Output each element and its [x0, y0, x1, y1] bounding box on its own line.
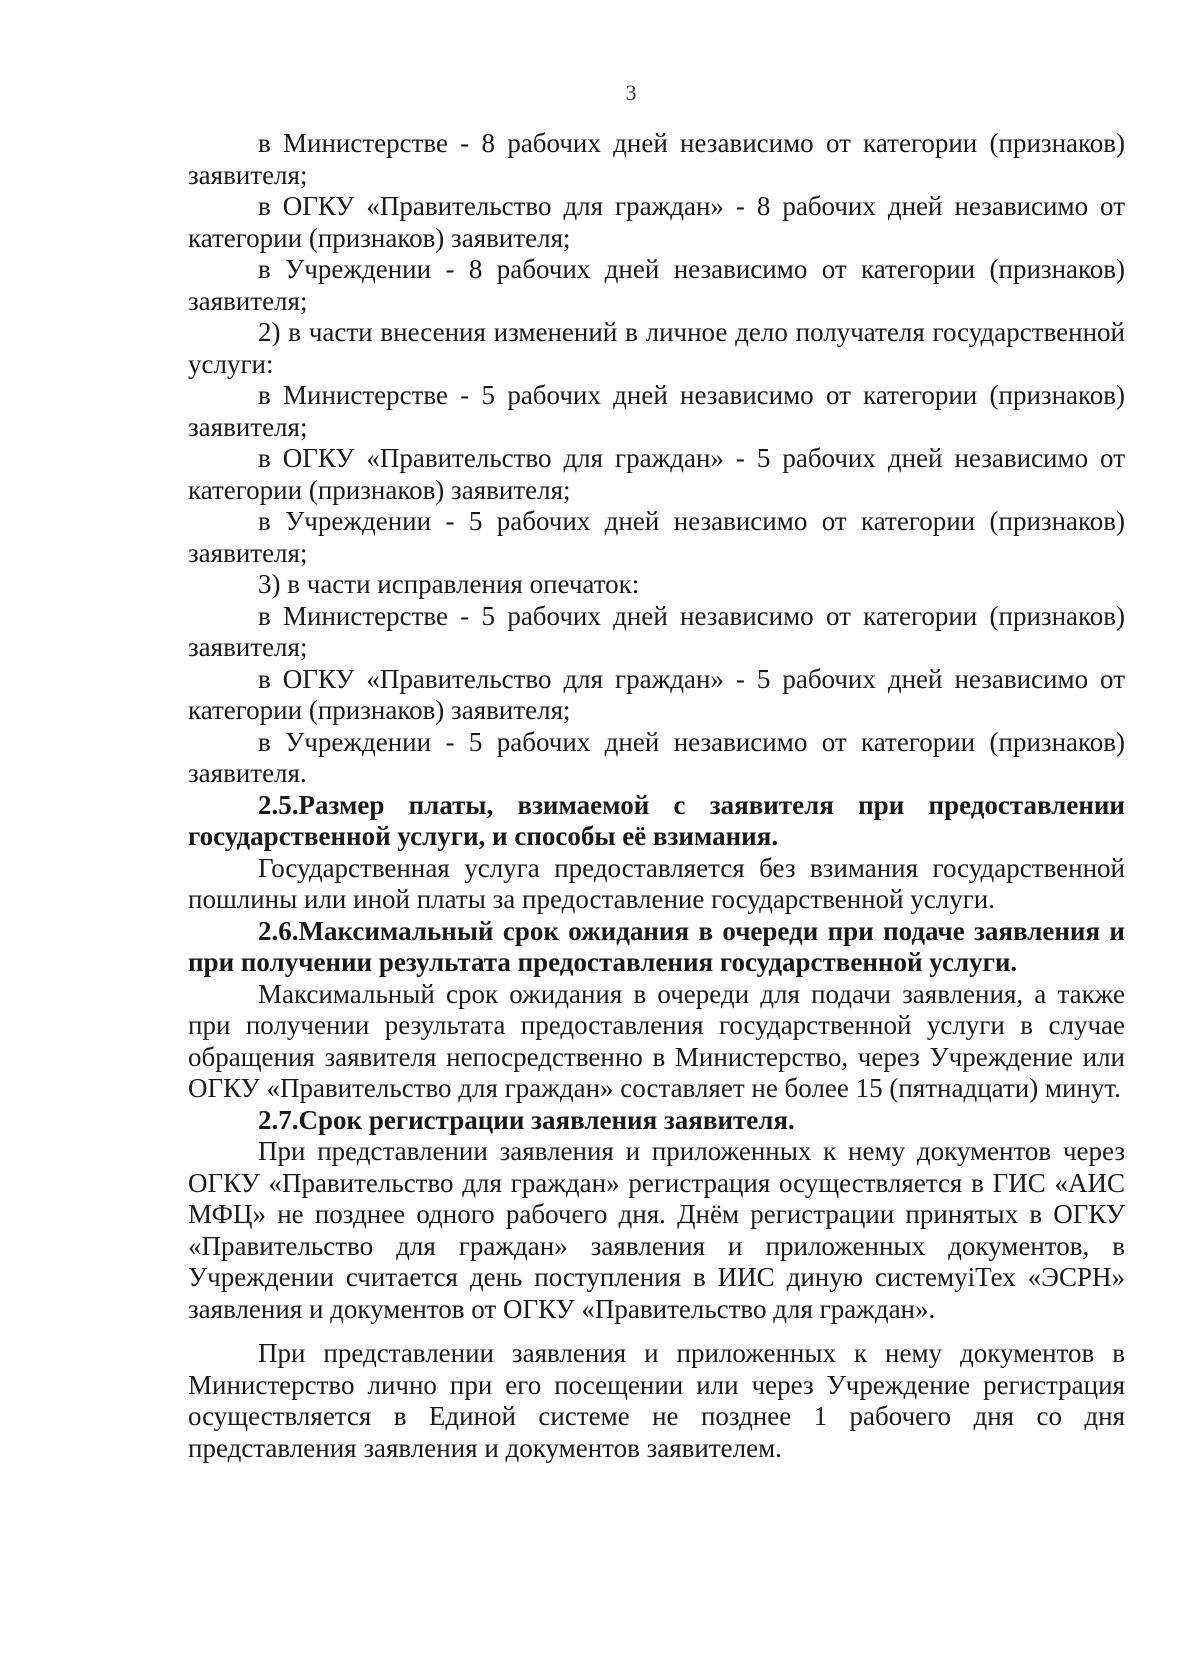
paragraph-institution-5-days-typos: в Учреждении - 5 рабочих дней независимо от категории (признаков) заявителя. — [188, 726, 1125, 788]
paragraph-item-3-typos: 3) в части исправления опечаток: — [258, 569, 640, 599]
paragraph-registration-ministry: При представлении заявления и приложенных к нему документов в Министерство лично при его посещении или через Учреждение регистрация осуществляется в Единой системе не позднее 1 рабочего дня со дня представления заявления и документов заявителем. — [188, 1338, 1125, 1463]
section-heading-2-7: 2.7.Срок регистрации заявления заявителя. — [258, 1104, 795, 1135]
section-heading-2-6: 2.6.Максимальный срок ожидания в очереди при подаче заявления и при получении результата предоставления государственной услуги. — [188, 915, 1125, 977]
section-heading-2-5: 2.5.Размер платы, взимаемой с заявителя при предоставлении государственной услуги, и способы её взимания. — [188, 789, 1125, 851]
paragraph-institution-5-days: в Учреждении - 5 рабочих дней независимо от категории (признаков) заявителя; — [188, 506, 1125, 568]
paragraph-registration-ogku: При представлении заявления и приложенных к нему документов через ОГКУ «Правительство для граждан» регистрация осуществляется в ГИС «АИС МФЦ» не позднее одного рабочего дня. Днём регистрации принятых в ОГКУ «Правительство для граждан» заявления и приложенных документов, в Учреждении считается день поступления в ИИС диную системуiТех «ЭСРН» заявления и документов от ОГКУ «Правительство для граждан». — [188, 1136, 1125, 1324]
page-number: 3 — [625, 80, 637, 105]
paragraph-ogku-5-days-typos: в ОГКУ «Правительство для граждан» - 5 рабочих дней независимо от категории (признаков) заявителя; — [188, 663, 1125, 725]
paragraph-ministry-5-days: в Министерстве - 5 рабочих дней независимо от категории (признаков) заявителя; — [188, 380, 1125, 442]
paragraph-ogku-5-days: в ОГКУ «Правительство для граждан» - 5 рабочих дней независимо от категории (признаков) заявителя; — [188, 443, 1125, 505]
paragraph-institution-8-days: в Учреждении - 8 рабочих дней независимо от категории (признаков) заявителя; — [188, 254, 1125, 316]
document-body — [188, 128, 1125, 1464]
paragraph-ogku-8-days: в ОГКУ «Правительство для граждан» - 8 рабочих дней независимо от категории (признаков) заявителя; — [188, 191, 1125, 253]
paragraph-ministry-5-days-typos: в Министерстве - 5 рабочих дней независимо от категории (признаков) заявителя; — [188, 600, 1125, 662]
paragraph-fee-free: Государственная услуга предоставляется без взимания государственной пошлины или иной платы за предоставление государственной услуги. — [188, 852, 1125, 914]
paragraph-ministry-8-days: в Министерстве - 8 рабочих дней независимо от категории (признаков) заявителя; — [188, 128, 1125, 190]
paragraph-item-2-personal-file: 2) в части внесения изменений в личное дело получателя государственной услуги: — [188, 317, 1125, 379]
paragraph-queue-time: Максимальный срок ожидания в очереди для подачи заявления, а также при получении результата предоставления государственной услуги в случае обращения заявителя непосредственно в Министерство, через Учреждение или ОГКУ «Правительство для граждан» составляет не более 15 (пятнадцати) минут. — [188, 978, 1125, 1103]
